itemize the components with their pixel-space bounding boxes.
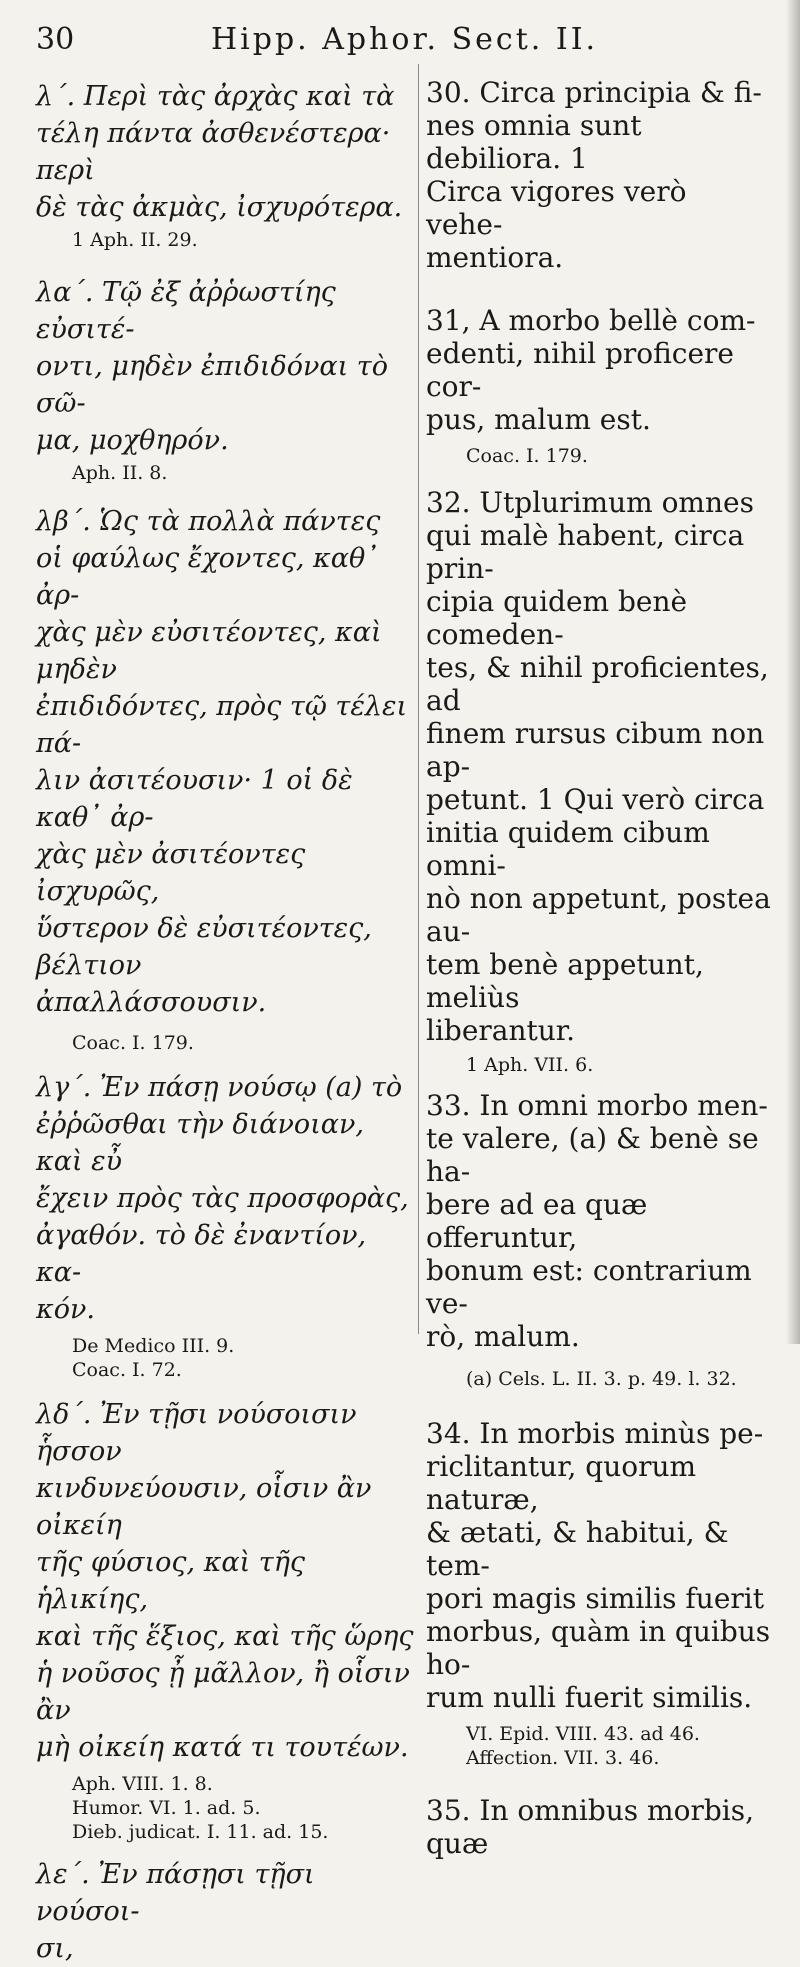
page-edge-shadow	[786, 0, 800, 1344]
reference-aph34-greek: Aph. VIII. 1. 8. Humor. VI. 1. ad. 5. Dieb. judicat. I. 11. ad. 15.	[72, 1773, 329, 1843]
aphorism-32-greek: λβ΄. Ὡς τὰ πολλὰ πάντες οἱ φαύλως ἔχοντες, καθ᾽ ἀρ- χὰς μὲν εὐσιτέοντες, καὶ μηδὲν ἐπιδιδόντες, πρὸς τῷ τέλει πά- λιν ἀσιτέουσιν· 1 οἱ δὲ καθ᾽ ἀρ- χὰς μὲν ἀσιτέοντες ἰσχυρῶς, ὕστερον δὲ εὐσιτέοντες, βέλτιον ἀπαλλάσσουσιν.	[36, 506, 408, 1018]
aphorism-31-latin: 31, A morbo bellè com- edenti, nihil proficere cor- pus, malum est.	[426, 304, 756, 436]
reference-aph32-greek: Coac. I. 179.	[72, 1032, 194, 1054]
reference-aph31-latin: Coac. I. 179.	[466, 445, 588, 467]
aphorism-33-latin: 33. In omni morbo men- te valere, (a) & benè se ha- bere ad ea quæ offeruntur, bonum est: contrarium ve- rò, malum.	[426, 1089, 768, 1353]
reference-aph32-latin: 1 Aph. VII. 6.	[466, 1054, 594, 1076]
reference-aph34-latin: VI. Epid. VIII. 43. ad 46. Affection. VII. 3. 46.	[466, 1723, 700, 1769]
aphorism-33-greek: λγ΄. Ἐν πάσῃ νούσῳ (a) τὸ ἐῤῥῶσθαι τὴν διάνοιαν, καὶ εὖ ἔχειν πρὸς τὰς προσφορὰς, ἀγαθόν. τὸ δὲ ἐναντίον, κα- κόν.	[36, 1072, 409, 1325]
reference-aph30-greek: 1 Aph. II. 29.	[72, 229, 198, 251]
greek-column	[36, 70, 416, 1967]
aphorism-32-latin: 32. Utplurimum omnes qui malè habent, circa prin- cipia quidem benè comeden- tes, & nihil proficientes, ad finem rursus cibum non ap- petunt. 1 Qui verò circa initia quidem cibum omni- nò non appetunt, postea au- tem benè appetunt, meliùs liberantur.	[426, 486, 771, 1047]
aphorism-34-latin: 34. In morbis minùs pe- riclitantur, quorum naturæ, & ætati, & habitui, & tem- pori magis similis fuerit morbus, quàm in quibus ho- rum nulli fuerit similis.	[426, 1417, 771, 1714]
aphorism-35-greek: λε΄. Ἐν πάσῃσι τῇσι νούσοι- σι,	[36, 1859, 315, 1964]
aphorism-34-greek: λδ΄. Ἐν τῇσι νούσοισιν ἧσσον κινδυνεύουσιν, οἷσιν ἂν οἰκείη τῆς φύσιος, καὶ τῆς ἡλικίης, καὶ τῆς ἕξιος, καὶ τῆς ὥρης ἡ νοῦσος ᾖ μᾶλλον, ἢ οἷσιν ἂν μὴ οἰκείη κατά τι τουτέων.	[36, 1399, 414, 1763]
latin-column	[426, 70, 771, 1860]
reference-aph31-greek: Aph. II. 8.	[72, 462, 168, 484]
running-head: Hipp. Aphor. Sect. II.	[211, 22, 599, 57]
reference-aph33-latin: (a) Cels. L. II. 3. p. 49. l. 32.	[466, 1368, 737, 1390]
page-header	[36, 22, 780, 62]
page-number: 30	[36, 22, 75, 57]
reference-aph33-greek: De Medico III. 9. Coac. I. 72.	[72, 1335, 235, 1381]
aphorism-30-greek: λ΄. Περὶ τὰς ἀρχὰς καὶ τὰ τέλη πάντα ἀσθενέστερα· περὶ δὲ τὰς ἀκμὰς, ἰσχυρότερα.	[36, 81, 403, 223]
aphorism-30-latin: 30. Circa principia & fi- nes omnia sunt debiliora. 1 Circa vigores verò vehe- mentiora.	[426, 76, 762, 274]
column-gutter	[418, 64, 419, 1334]
aphorism-31-greek: λα΄. Τῷ ἐξ ἀῤῥωστίης εὐσιτέ- οντι, μηδὲν ἐπιδιδόναι τὸ σῶ- μα, μοχθηρόν.	[36, 277, 389, 456]
aphorism-35-latin: 35. In omnibus morbis, quæ	[426, 1794, 754, 1860]
